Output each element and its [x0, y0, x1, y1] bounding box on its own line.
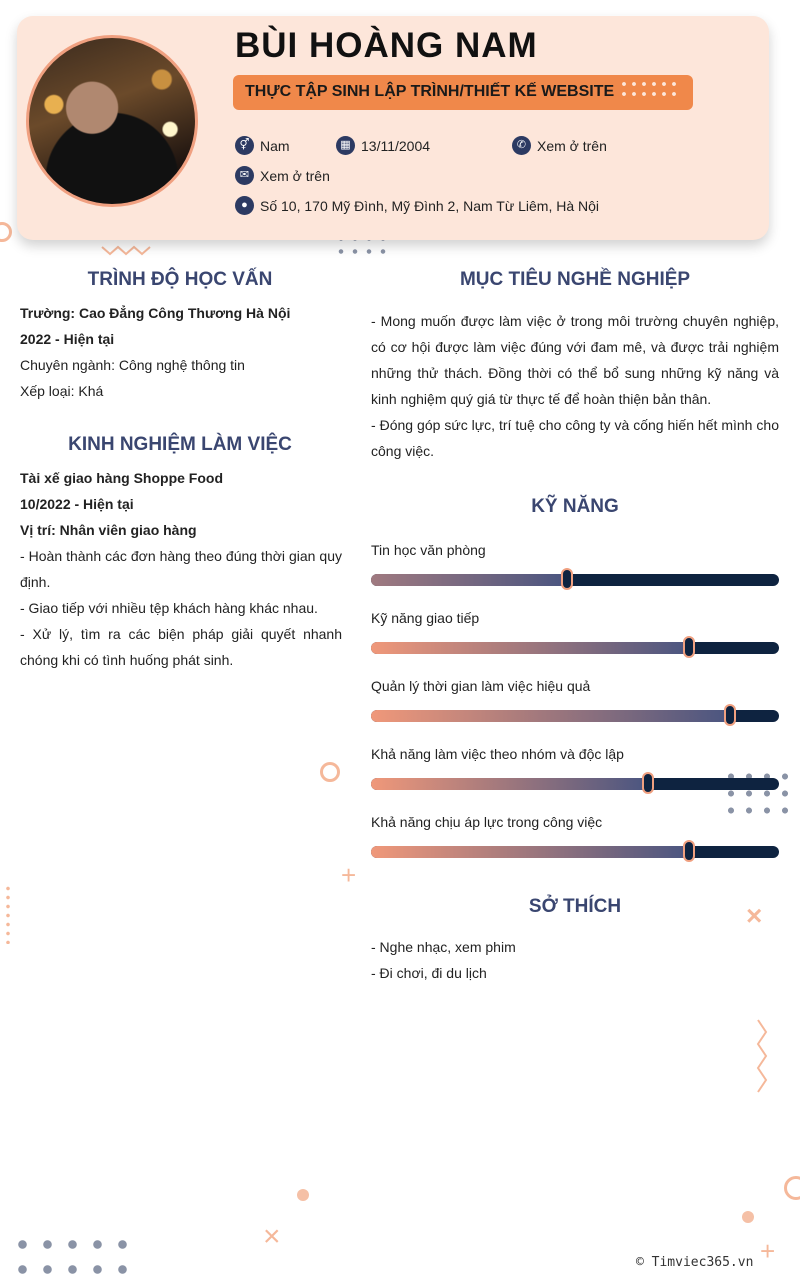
decor-dots-right-mid [722, 768, 788, 816]
skill-level-handle [683, 840, 695, 862]
skill-bar [371, 642, 779, 654]
calendar-icon: ▦ [336, 136, 355, 155]
education-school: Trường: Cao Đẳng Công Thương Hà Nội [20, 305, 291, 321]
skill-bar [371, 846, 779, 858]
skill-bar-fill [371, 778, 648, 790]
decor-zigzag-right [754, 1018, 770, 1094]
decor-circle-mid [320, 762, 340, 782]
skill-label: Tin học văn phòng [371, 542, 486, 558]
email-value: Xem ở trên [260, 167, 330, 184]
skill-label: Khả năng chịu áp lực trong công việc [371, 814, 603, 830]
email-icon: ✉ [235, 166, 254, 185]
experience-block [20, 465, 342, 673]
decor-dots-bottom-left [10, 1232, 136, 1276]
job-title: THỰC TẬP SINH LẬP TRÌNH/THIẾT KẾ WEBSITE [245, 83, 615, 100]
hobbies-heading: SỞ THÍCH [528, 896, 622, 917]
profile-photo [26, 35, 198, 207]
decor-plus-mid: + [341, 860, 357, 890]
experience-detail: - Giao tiếp với nhiều tệp khách hàng khác nhau. [20, 600, 318, 616]
education-major: Chuyên ngành: Công nghệ thông tin [20, 357, 245, 373]
decor-dots-vertical-left [4, 884, 12, 944]
skill-bar-fill [371, 710, 730, 722]
birthday-value: 13/11/2004 [361, 137, 431, 154]
skill-bar-fill [371, 846, 689, 858]
email-info [235, 166, 330, 185]
gender-info [235, 136, 290, 155]
experience-position: Vị trí: Nhân viên giao hàng [20, 522, 197, 538]
skill-bar [371, 710, 779, 722]
education-grade: Xếp loại: Khá [20, 383, 104, 399]
skill-bar [371, 778, 779, 790]
birthday-info [336, 136, 430, 155]
education-period: 2022 - Hiện tại [20, 331, 115, 347]
decor-zigzag-top [100, 244, 156, 256]
skills-heading: KỸ NĂNG [531, 496, 619, 517]
skill-label: Kỹ năng giao tiếp [371, 610, 480, 626]
skill-label: Khả năng làm việc theo nhóm và độc lập [371, 746, 624, 762]
decor-ring-bottom-right [784, 1176, 800, 1200]
skill-level-handle [724, 704, 736, 726]
objective-heading: MỤC TIÊU NGHỀ NGHIỆP [459, 269, 691, 290]
hobbies-block [371, 934, 779, 986]
skill-level-handle [561, 568, 573, 590]
address-info [235, 196, 599, 215]
objective-line: - Mong muốn được làm việc ở trong môi trường chuyên nghiệp, có cơ hội được làm việc đúng với đam mê, và được trải nghiệm những thử thách. Đồng thời có thể bổ sung những kỹ năng và kinh nghiệm quý giá từ thực tế để hoàn thiện bản thân. [371, 313, 779, 407]
banner-dots [619, 79, 679, 99]
education-heading: TRÌNH ĐỘ HỌC VẤN [87, 269, 273, 290]
gender-value: Nam [260, 137, 290, 154]
hobby-item: - Đi chơi, đi du lịch [371, 965, 487, 981]
footer-copyright: © Timviec365.vn [636, 1255, 754, 1270]
hobby-item: - Nghe nhạc, xem phim [371, 939, 516, 955]
decor-circle-bottom-right [742, 1211, 754, 1223]
decor-circle-left [0, 222, 12, 242]
skill-bar-fill [371, 642, 689, 654]
skill-level-handle [642, 772, 654, 794]
job-title-banner [233, 75, 693, 110]
skill-bar [371, 574, 779, 586]
education-block [20, 300, 350, 404]
candidate-name: BÙI HOÀNG NAM [235, 26, 538, 65]
experience-period: 10/2022 - Hiện tại [20, 496, 134, 512]
experience-detail: - Xử lý, tìm ra các biện pháp giải quyết nhanh chóng khi có tình huống phát sinh. [20, 626, 342, 668]
phone-info [512, 136, 607, 155]
gender-icon: ⚥ [235, 136, 254, 155]
skill-level-handle [683, 636, 695, 658]
phone-value: Xem ở trên [537, 137, 607, 154]
phone-icon: ✆ [512, 136, 531, 155]
experience-company: Tài xế giao hàng Shoppe Food [20, 470, 224, 486]
experience-heading: KINH NGHIỆM LÀM VIỆC [68, 434, 292, 455]
decor-cross-right: × [746, 900, 763, 931]
location-pin-icon: ● [235, 196, 254, 215]
objective-line: - Đóng góp sức lực, trí tuệ cho công ty và cống hiến hết mình cho công việc. [371, 417, 779, 459]
decor-circle-bottom [297, 1189, 309, 1201]
objective-block [371, 308, 779, 464]
skill-bar-fill [371, 574, 567, 586]
experience-detail: - Hoàn thành các đơn hàng theo đúng thời gian quy định. [20, 548, 342, 590]
address-value: Số 10, 170 Mỹ Đình, Mỹ Đình 2, Nam Từ Liêm, Hà Nội [260, 197, 600, 214]
skill-label: Quản lý thời gian làm việc hiệu quả [371, 678, 591, 694]
decor-cross-bottom: × [263, 1220, 281, 1253]
decor-plus-bottom-right: + [760, 1236, 776, 1266]
